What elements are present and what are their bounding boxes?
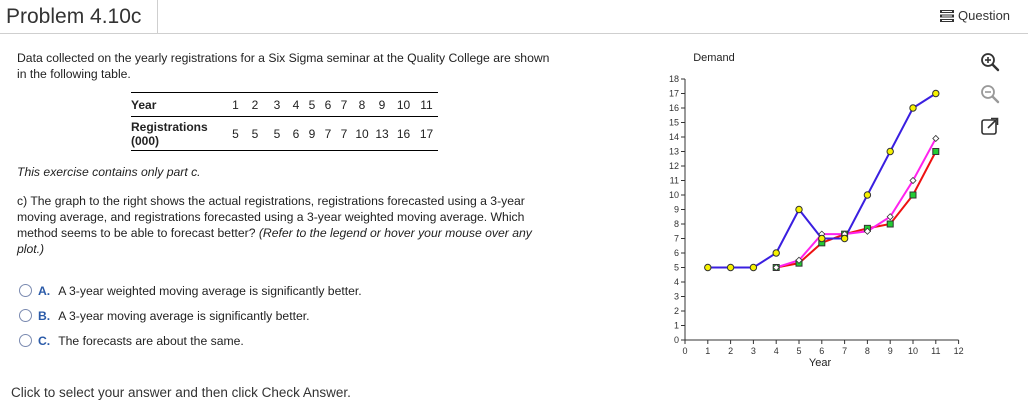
y-tick-label: 15: [668, 117, 679, 128]
radio-b[interactable]: [19, 309, 32, 322]
y-tick-label: 7: [673, 233, 679, 244]
table-header-registrations: Registrations (000): [131, 117, 227, 151]
x-tick-label: 0: [682, 346, 688, 356]
table-cell: 1: [227, 93, 244, 117]
x-tick-label: 7: [842, 346, 848, 356]
table-cell: 9: [372, 93, 392, 117]
table-cell: 13: [372, 117, 392, 151]
data-point: [933, 90, 939, 96]
option-letter: A.: [38, 283, 51, 298]
popout-icon[interactable]: [980, 116, 1000, 136]
y-tick-label: 11: [669, 175, 679, 186]
data-point: [796, 206, 802, 212]
y-tick-label: 10: [668, 190, 679, 200]
x-tick-label: 11: [931, 346, 941, 356]
series-line: [776, 138, 936, 267]
table-cell: 7: [320, 117, 336, 151]
option-a[interactable]: [19, 278, 362, 303]
table-row-year: [131, 93, 438, 117]
question-main: c) The graph to the right shows the actual registrations, registrations forecasted using a 3-year moving average, and registrations forecasted using a 3-year weighted moving average. Which method seems to be able to forecast better?: [17, 194, 525, 240]
x-tick-label: 2: [728, 346, 734, 356]
table-cell: 6: [320, 93, 336, 117]
option-text: A 3-year moving average is significantly better.: [58, 308, 310, 323]
table-cell: 16: [392, 117, 415, 151]
data-point: [727, 264, 733, 270]
y-tick-label: 6: [673, 248, 679, 258]
problem-intro: Data collected on the yearly registrations for a Six Sigma seminar at the Quality College are shown in the following table.: [17, 51, 550, 81]
y-tick-label: 5: [673, 262, 679, 273]
exercise-note: This exercise contains only part c.: [17, 165, 201, 179]
option-text: A 3-year weighted moving average is significantly better.: [58, 283, 362, 298]
data-point: [887, 148, 893, 154]
table-cell: 2: [244, 93, 266, 117]
y-tick-label: 8: [673, 219, 679, 229]
y-tick-label: 14: [668, 132, 679, 142]
y-tick-label: 0: [673, 335, 679, 345]
x-tick-label: 10: [907, 346, 919, 356]
option-b[interactable]: [19, 303, 362, 328]
x-tick-label: 5: [796, 346, 802, 356]
y-tick-label: 16: [668, 103, 679, 113]
y-tick-label: 18: [668, 74, 679, 84]
x-tick-label: 1: [705, 346, 711, 356]
x-tick-label: 4: [773, 346, 779, 356]
table-cell: 7: [336, 93, 352, 117]
table-cell: 5: [304, 93, 320, 117]
x-tick-label: 3: [750, 346, 756, 356]
table-header-year: Year: [131, 93, 227, 117]
x-tick-label: 9: [887, 346, 893, 356]
data-point: [933, 149, 939, 155]
table-cell: 10: [392, 93, 415, 117]
table-cell: 5: [266, 117, 288, 151]
table-cell: 8: [352, 93, 372, 117]
chart-tools: [980, 52, 1002, 148]
x-tick-label: 6: [819, 346, 825, 356]
y-tick-label: 3: [673, 291, 679, 302]
page-title: Problem 4.10c: [6, 5, 142, 28]
data-point: [910, 192, 916, 198]
x-axis-label: Year: [808, 357, 832, 369]
radio-a[interactable]: [19, 284, 32, 297]
table-cell: 6: [288, 117, 304, 151]
table-cell: 5: [244, 117, 266, 151]
option-letter: B.: [38, 308, 51, 323]
radio-c[interactable]: [19, 334, 32, 347]
x-tick-label: 12: [953, 346, 964, 356]
question-text: [17, 193, 547, 257]
data-point: [750, 264, 756, 270]
registrations-table: [131, 92, 438, 151]
data-point: [864, 192, 870, 198]
list-icon: [940, 10, 954, 22]
demand-chart[interactable]: [655, 44, 967, 372]
y-tick-label: 1: [673, 320, 679, 331]
data-point: [910, 105, 916, 111]
y-tick-label: 2: [673, 306, 679, 316]
footer-instruction: Click to select your answer and then click Check Answer.: [11, 385, 351, 400]
y-tick-label: 12: [668, 161, 679, 171]
y-tick-label: 4: [673, 277, 679, 287]
table-cell: 9: [304, 117, 320, 151]
table-cell: 17: [415, 117, 438, 151]
option-text: The forecasts are about the same.: [58, 333, 244, 348]
y-tick-label: 17: [668, 88, 679, 99]
data-point: [887, 221, 893, 227]
data-point: [841, 235, 847, 241]
data-point: [773, 250, 779, 256]
title-divider: [157, 0, 158, 34]
table-cell: 5: [227, 117, 244, 151]
table-cell: 11: [415, 93, 438, 117]
zoom-in-icon[interactable]: [980, 52, 1000, 72]
data-point: [819, 235, 825, 241]
data-point: [705, 264, 711, 270]
question-hint: (Refer to the legend or hover your mouse over any plot.): [17, 226, 532, 256]
zoom-out-icon[interactable]: [980, 84, 1000, 104]
question-label: Question: [958, 8, 1011, 23]
table-cell: 3: [266, 93, 288, 117]
answer-options: [19, 278, 362, 353]
table-cell: 4: [288, 93, 304, 117]
table-row-registrations: [131, 117, 438, 151]
x-tick-label: 8: [864, 346, 870, 356]
table-cell: 10: [352, 117, 372, 151]
chart-title: Demand: [693, 52, 735, 64]
option-letter: C.: [38, 333, 51, 348]
top-bar: [0, 0, 1028, 34]
y-tick-label: 13: [668, 146, 679, 157]
y-tick-label: 9: [673, 204, 679, 215]
table-cell: 7: [336, 117, 352, 151]
question-button[interactable]: [940, 8, 1010, 23]
option-c[interactable]: [19, 328, 362, 353]
